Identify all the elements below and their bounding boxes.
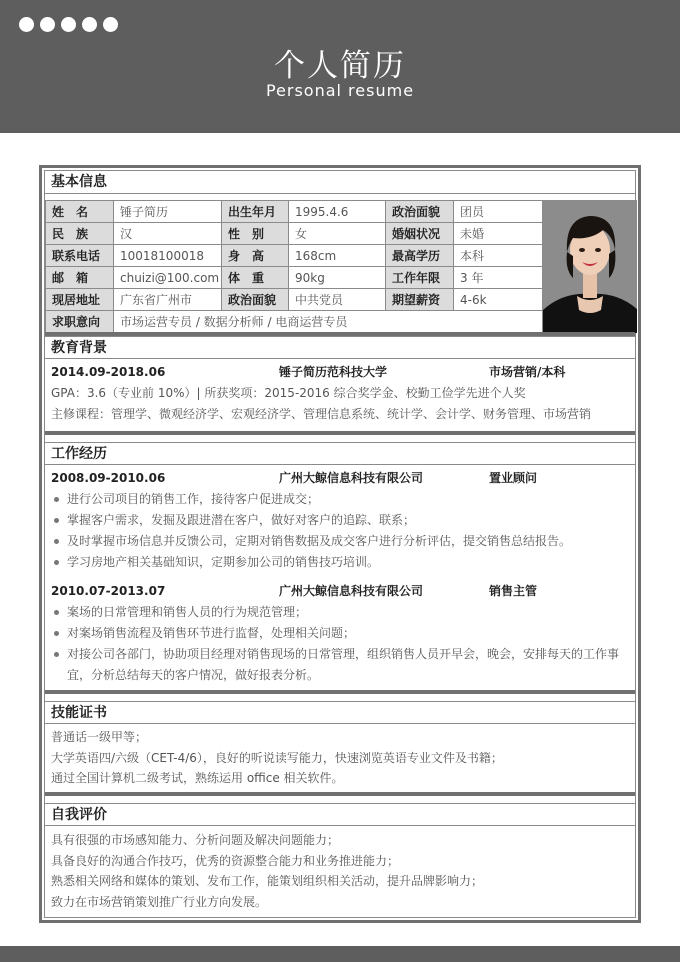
dot-icon <box>19 17 34 32</box>
list-item: 掌握客户需求，发掘及跟进潜在客户，做好对客户的追踪、联系； <box>51 510 629 531</box>
evaluation-line: 熟悉相关网络和媒体的策划、发布工作，能策划组织相关活动，提升品牌影响力； <box>51 874 484 888</box>
info-label: 期望薪资 <box>386 289 454 311</box>
dot-icon <box>103 17 118 32</box>
job-header-row <box>51 468 629 488</box>
table-row <box>46 267 543 289</box>
divider <box>45 690 635 694</box>
skill-line: 普通话一级甲等； <box>51 730 148 744</box>
section-title-self: 自我评价 <box>45 803 635 826</box>
info-value: 本科 <box>454 245 543 267</box>
info-label: 出生年月 <box>222 201 289 223</box>
list-item: 案场的日常管理和销售人员的行为规范管理； <box>51 602 629 623</box>
list-item: 进行公司项目的销售工作，接待客户促进成交； <box>51 489 629 510</box>
job-header-row <box>51 581 629 601</box>
info-value: 4-6k <box>454 289 543 311</box>
job-company: 广州大鲸信息科技有限公司 <box>279 584 424 598</box>
job-company: 广州大鲸信息科技有限公司 <box>279 471 424 485</box>
info-value: 女 <box>289 223 386 245</box>
table-row <box>46 201 543 223</box>
objective-label: 求职意向 <box>46 311 114 333</box>
list-item: 对接公司各部门，协助项目经理对销售现场的日常管理，组织销售人员开早会，晚会，安排每天的工作事宜，分析总结每天的客户情况，做好报表分析。 <box>51 644 629 686</box>
info-label: 婚姻状况 <box>386 223 454 245</box>
job-duties-list <box>51 489 629 573</box>
section-title-work: 工作经历 <box>45 442 635 465</box>
info-value: 3 年 <box>454 267 543 289</box>
dot-icon <box>82 17 97 32</box>
education-courses: 主修课程：管理学、微观经济学、宏观经济学、管理信息系统、统计学、会计学、财务管理、市场营销 <box>51 407 592 421</box>
info-label: 政治面貌 <box>222 289 289 311</box>
info-label: 体 重 <box>222 267 289 289</box>
basic-info-table <box>45 200 543 333</box>
job-period: 2008.09-2010.06 <box>51 471 166 485</box>
page-subtitle: Personal resume <box>265 81 415 100</box>
footer-bar <box>0 946 680 962</box>
education-school: 锤子简历范科技大学 <box>279 365 388 379</box>
info-value: 汉 <box>114 223 222 245</box>
info-label: 民 族 <box>46 223 114 245</box>
section-title-education: 教育背景 <box>45 336 635 359</box>
list-item: 学习房地产相关基础知识，定期参加公司的销售技巧培训。 <box>51 552 629 573</box>
resume-frame <box>39 165 641 923</box>
section-title-basic: 基本信息 <box>45 171 635 194</box>
education-degree: 市场营销/本科 <box>489 365 566 379</box>
info-value: 168cm <box>289 245 386 267</box>
evaluation-line: 致力在市场营销策划推广行业方向发展。 <box>51 894 268 909</box>
dot-icon <box>61 17 76 32</box>
self-evaluation-text <box>51 830 629 912</box>
page-title: 个人简历 <box>274 48 406 84</box>
objective-value: 市场运营专员 / 数据分析师 / 电商运营专员 <box>114 311 543 333</box>
education-gpa: GPA：3.6（专业前 10%）| 所获奖项：2015-2016 综合奖学金、校勤工俭学先进个人奖 <box>51 386 526 400</box>
education-header-row <box>51 362 629 382</box>
info-label: 邮 箱 <box>46 267 114 289</box>
info-label: 政治面貌 <box>386 201 454 223</box>
info-value: 团员 <box>454 201 543 223</box>
table-row <box>46 223 543 245</box>
info-value: chuizi@100.com <box>114 267 222 289</box>
list-item: 对案场销售流程及销售环节进行监督，处理相关问题； <box>51 623 629 644</box>
profile-photo <box>542 200 637 333</box>
info-label: 性 别 <box>222 223 289 245</box>
list-item: 及时掌握市场信息并反馈公司，定期对销售数据及成交客户进行分析评估，提交销售总结报告。 <box>51 531 629 552</box>
evaluation-line: 具备良好的沟通合作技巧，优秀的资源整合能力和业务推进能力； <box>51 853 400 868</box>
table-row <box>46 311 543 333</box>
skills-text <box>51 727 629 789</box>
dot-icon <box>40 17 55 32</box>
info-value: 1995.4.6 <box>289 201 386 223</box>
job-period: 2010.07-2013.07 <box>51 584 166 598</box>
info-value: 10018100018 <box>114 245 222 267</box>
info-label: 最高学历 <box>386 245 454 267</box>
info-label: 姓 名 <box>46 201 114 223</box>
decorative-dots <box>19 17 118 32</box>
info-value: 90kg <box>289 267 386 289</box>
divider <box>45 431 635 435</box>
skill-line: 大学英语四/六级（CET-4/6），良好的听说读写能力，快速浏览英语专业文件及书籍； <box>51 750 503 765</box>
job-position: 销售主管 <box>489 584 538 598</box>
table-row <box>46 245 543 267</box>
info-label: 联系电话 <box>46 245 114 267</box>
info-value: 中共党员 <box>289 289 386 311</box>
info-label: 身 高 <box>222 245 289 267</box>
job-position: 置业顾问 <box>489 471 538 485</box>
resume-body <box>44 170 636 918</box>
job-duties-list <box>51 602 629 686</box>
header-banner <box>0 0 680 133</box>
education-period: 2014.09-2018.06 <box>51 365 166 379</box>
info-value: 锤子简历 <box>114 201 222 223</box>
divider <box>45 792 635 796</box>
skill-line: 通过全国计算机二级考试，熟练运用 office 相关软件。 <box>51 771 344 785</box>
info-label: 工作年限 <box>386 267 454 289</box>
info-value: 广东省广州市 <box>114 289 222 311</box>
avatar <box>543 200 637 333</box>
section-title-skills: 技能证书 <box>45 701 635 724</box>
table-row <box>46 289 543 311</box>
info-label: 现居地址 <box>46 289 114 311</box>
info-value: 未婚 <box>454 223 543 245</box>
evaluation-line: 具有很强的市场感知能力、分析问题及解决问题能力； <box>51 833 340 847</box>
